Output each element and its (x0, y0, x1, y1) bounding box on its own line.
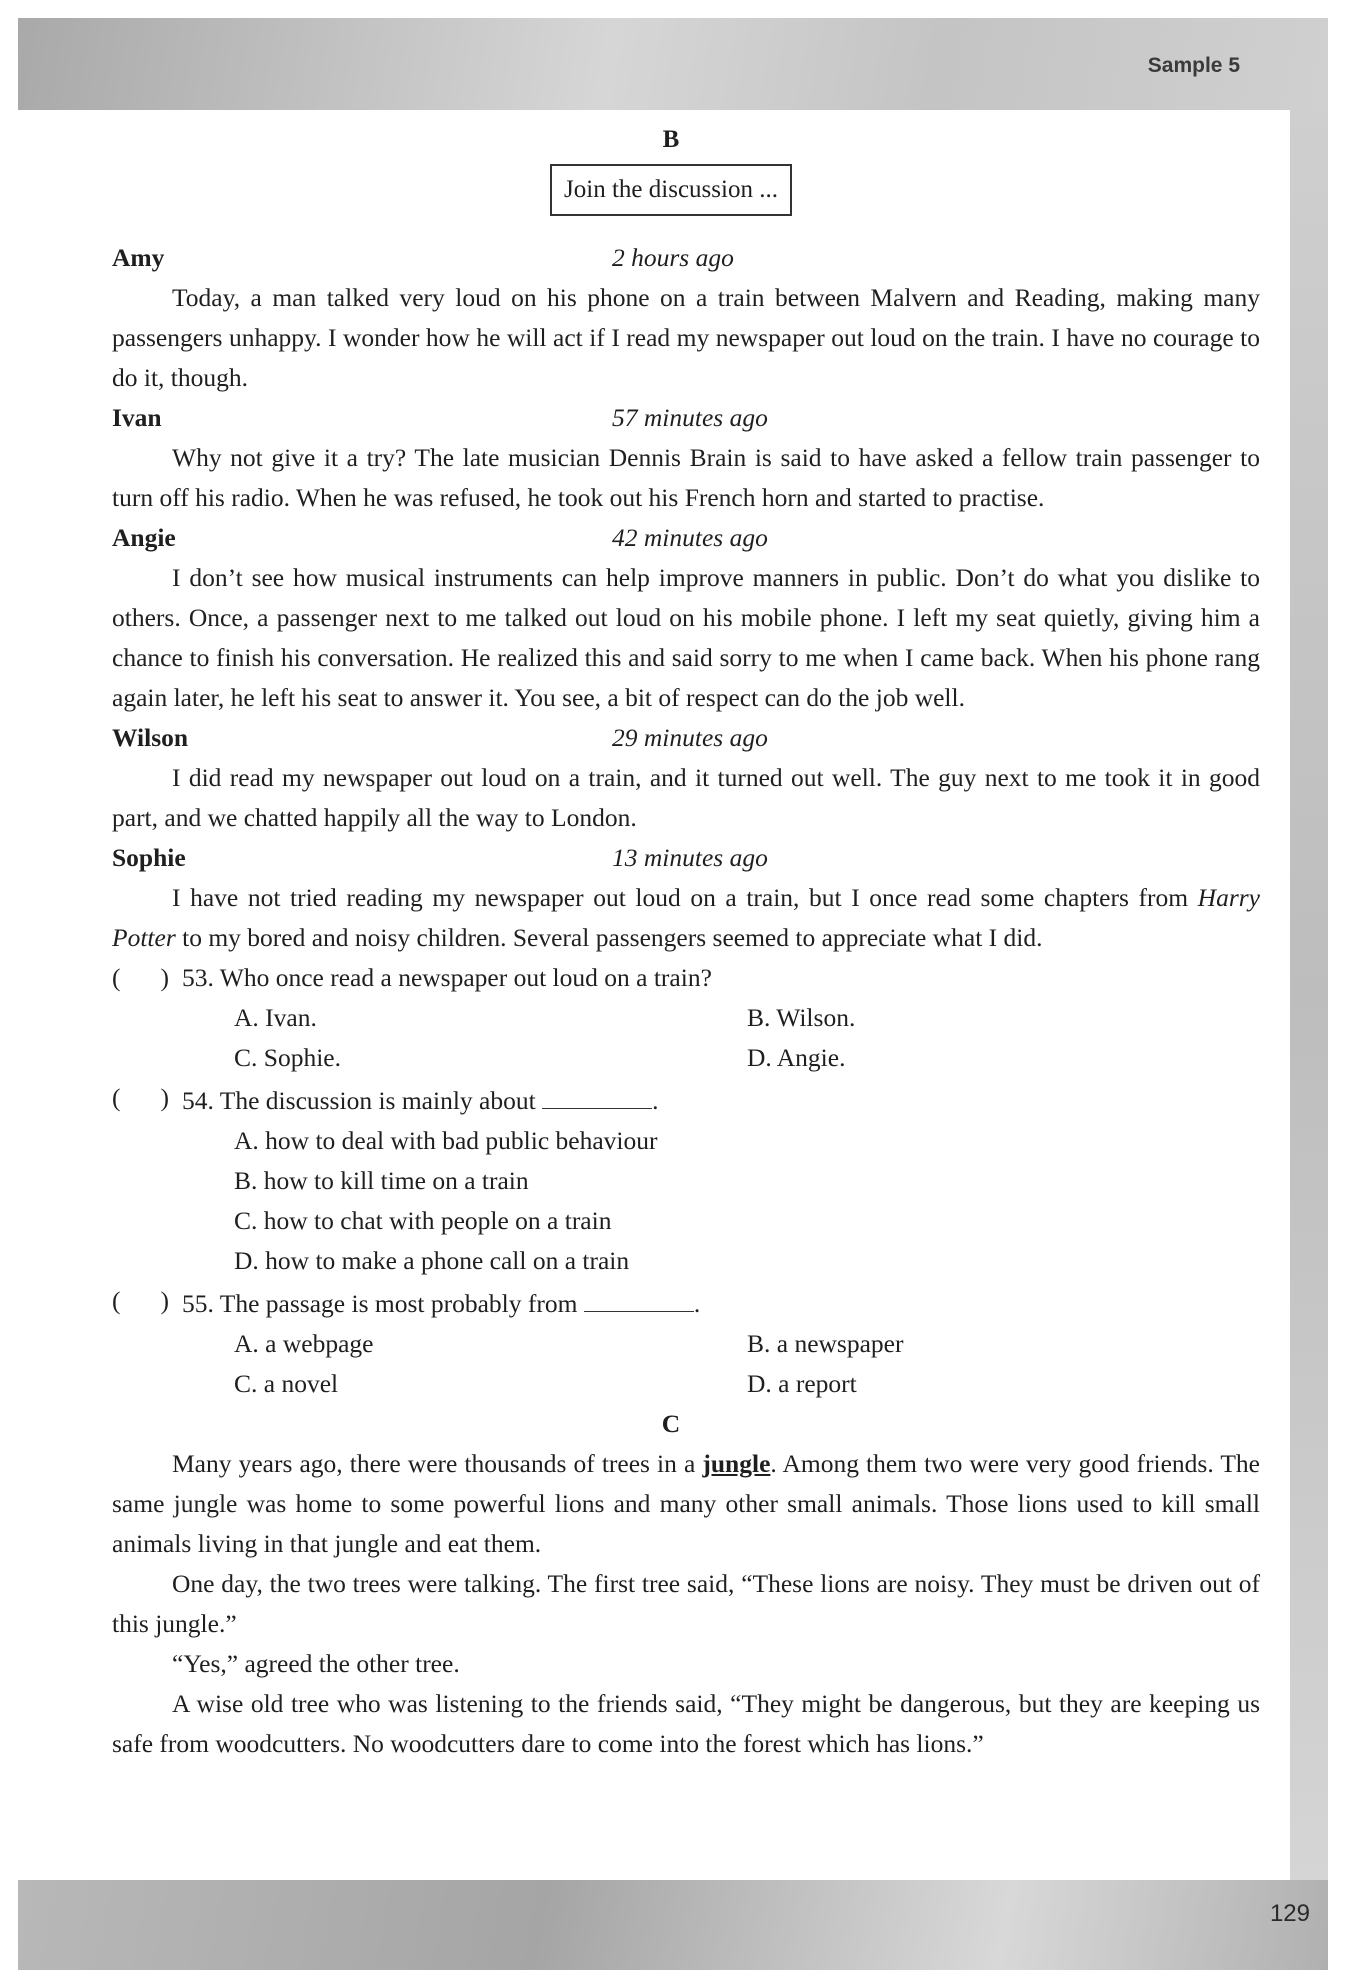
story-paragraph-2: One day, the two trees were talking. The first tree said, “These lions are noisy. They must be driven out of this jungle.” (112, 1569, 1260, 1638)
option-b: B. a newspaper (747, 1329, 904, 1358)
post-time: 2 hours ago (612, 243, 734, 272)
post-author: Wilson (112, 723, 189, 752)
sample-label: Sample 5 (1147, 54, 1240, 77)
option-b: B. Wilson. (747, 1003, 856, 1032)
answer-blank (542, 1078, 652, 1109)
story-paragraph-1: Many years ago, there were thousands of trees in a jungle. Among them two were very good friends. The same jungle was home to some powerful lions and many other small animals. Those lions used to kill small animals living in that jungle and eat them. (112, 1449, 1260, 1558)
post-ivan (112, 398, 1260, 518)
page-content (112, 122, 1260, 1764)
option-b: B. how to kill time on a train (234, 1166, 529, 1195)
option-d: D. how to make a phone call on a train (234, 1246, 630, 1275)
post-author: Angie (112, 523, 176, 552)
post-time: 29 minutes ago (612, 723, 768, 752)
answer-bracket[interactable]: ( ) (112, 1286, 169, 1315)
post-author: Amy (112, 243, 165, 272)
option-c: C. Sophie. (234, 1043, 341, 1072)
answer-bracket[interactable]: ( ) (112, 1083, 169, 1112)
post-text: I have not tried reading my newspaper out loud on a train, but I once read some chapters from Harry Potter to my bored and noisy children. Several passengers seemed to appreciate what I did. (112, 883, 1260, 952)
post-time: 57 minutes ago (612, 403, 768, 432)
post-text: Why not give it a try? The late musician Dennis Brain is said to have asked a fellow train passenger to turn off his radio. When he was refused, he took out his French horn and started to practise. (112, 443, 1260, 512)
option-a: A. Ivan. (234, 1003, 317, 1032)
option-c: C. a novel (234, 1369, 339, 1398)
option-d: D. a report (747, 1369, 857, 1398)
keyword-jungle: jungle (702, 1449, 771, 1478)
post-time: 42 minutes ago (612, 523, 768, 552)
header-band (18, 18, 1328, 110)
question-55: ( ) 55. The passage is most probably from . A. a webpage B. a newspaper C. a novel D. a report (112, 1281, 1260, 1404)
post-author: Ivan (112, 403, 162, 432)
post-angie (112, 518, 1260, 718)
section-b-heading: B (662, 126, 680, 153)
question-53 (112, 958, 1260, 1078)
story-paragraph-4: A wise old tree who was listening to the friends said, “They might be dangerous, but they are keeping us safe from woodcutters. No woodcutters dare to come into the forest which has lions.” (112, 1689, 1260, 1758)
post-amy (112, 238, 1260, 398)
post-sophie (112, 838, 1260, 958)
answer-blank (584, 1281, 694, 1312)
option-a: A. a webpage (234, 1329, 374, 1358)
post-text: Today, a man talked very loud on his phone on a train between Malvern and Reading, making many passengers unhappy. I wonder how he will act if I read my newspaper out loud on the train. I have no courage to do it, though. (112, 283, 1260, 392)
page-number: 129 (1269, 1900, 1310, 1927)
answer-bracket[interactable]: ( ) (112, 963, 169, 992)
section-c-heading: C (661, 1409, 681, 1438)
option-c: C. how to chat with people on a train (234, 1206, 612, 1235)
question-stem: 54. The discussion is mainly about (182, 1086, 536, 1115)
post-text: I don’t see how musical instruments can help improve manners in public. Don’t do what you dislike to others. Once, a passenger next to me talked out loud on his mobile phone. I left my seat quietly, giving him a chance to finish his conversation. He realized this and said sorry to me when I came back. When his phone rang again later, he left his seat to answer it. You see, a bit of respect can do the job well. (112, 563, 1260, 712)
post-time: 13 minutes ago (612, 843, 768, 872)
book-title: Harry Potter (112, 883, 1260, 952)
question-stem: 53. Who once read a newspaper out loud on a train? (182, 963, 712, 992)
post-wilson (112, 718, 1260, 838)
story-paragraph-3: “Yes,” agreed the other tree. (172, 1649, 460, 1678)
side-band (1290, 110, 1328, 1880)
post-text: I did read my newspaper out loud on a train, and it turned out well. The guy next to me took it in good part, and we chatted happily all the way to London. (112, 763, 1260, 832)
discussion-title-box: Join the discussion ... (550, 164, 792, 216)
post-author: Sophie (112, 843, 186, 872)
option-a: A. how to deal with bad public behaviour (234, 1126, 658, 1155)
question-54: ( ) 54. The discussion is mainly about . A. how to deal with bad public behaviour B. how to kill time on a train C. how to chat with people on a train D. how to make a phone call on a train (112, 1078, 1260, 1281)
question-stem: 55. The passage is most probably from (182, 1289, 578, 1318)
footer-band (18, 1880, 1328, 1970)
option-d: D. Angie. (747, 1043, 846, 1072)
